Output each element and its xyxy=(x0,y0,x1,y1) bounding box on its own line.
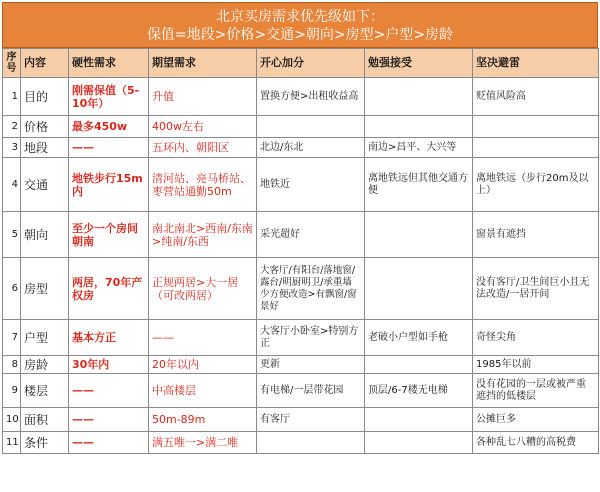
row-content: 楼层 xyxy=(21,374,69,408)
row-bonus: 置换方便>出租收益高 xyxy=(257,78,365,116)
table-row xyxy=(3,432,599,454)
row-no: 11 xyxy=(3,432,21,454)
row-content: 房龄 xyxy=(21,356,69,374)
row-avoid: 离地铁远（步行20m及以上） xyxy=(473,158,599,212)
row-bonus: 更新 xyxy=(257,356,365,374)
row-content: 交通 xyxy=(21,158,69,212)
table-row xyxy=(3,356,599,374)
header-avoid: 坚决避雷 xyxy=(473,49,599,78)
row-accept: 老破小户型如手枪 xyxy=(365,320,473,356)
row-accept xyxy=(365,408,473,432)
row-no: 2 xyxy=(3,116,21,138)
row-content: 地段 xyxy=(21,138,69,158)
table-row xyxy=(3,212,599,258)
row-expect: 升值 xyxy=(149,78,257,116)
table-row xyxy=(3,138,599,158)
sheet-title xyxy=(2,2,598,48)
row-no: 3 xyxy=(3,138,21,158)
row-hard: 基本方正 xyxy=(69,320,149,356)
row-hard: —— xyxy=(69,408,149,432)
table-row xyxy=(3,374,599,408)
row-hard: 两居，70年产权房 xyxy=(69,258,149,320)
row-hard: 至少一个房间朝南 xyxy=(69,212,149,258)
header-expect: 期望需求 xyxy=(149,49,257,78)
header-content: 内容 xyxy=(21,49,69,78)
row-accept xyxy=(365,116,473,138)
table-row xyxy=(3,258,599,320)
row-avoid: 奇怪尖角 xyxy=(473,320,599,356)
row-no: 9 xyxy=(3,374,21,408)
row-hard: —— xyxy=(69,374,149,408)
row-bonus xyxy=(257,116,365,138)
row-content: 户型 xyxy=(21,320,69,356)
header-hard: 硬性需求 xyxy=(69,49,149,78)
header-accept: 勉强接受 xyxy=(365,49,473,78)
requirements-sheet xyxy=(2,2,598,454)
table-row xyxy=(3,158,599,212)
header-no: 序号 xyxy=(3,49,21,78)
row-content: 条件 xyxy=(21,432,69,454)
title-line-1: 北京买房需求优先级如下： xyxy=(216,9,384,25)
row-no: 4 xyxy=(3,158,21,212)
row-expect: 中高楼层 xyxy=(149,374,257,408)
row-content: 朝向 xyxy=(21,212,69,258)
row-bonus: 采光超好 xyxy=(257,212,365,258)
row-bonus: 北边/东北 xyxy=(257,138,365,158)
row-hard: 最多450w xyxy=(69,116,149,138)
row-no: 10 xyxy=(3,408,21,432)
row-accept xyxy=(365,78,473,116)
row-accept xyxy=(365,432,473,454)
row-no: 7 xyxy=(3,320,21,356)
row-expect: 南北南北>西南/东南>纯南/东西 xyxy=(149,212,257,258)
row-expect: 50m-89m xyxy=(149,408,257,432)
row-avoid xyxy=(473,138,599,158)
row-avoid xyxy=(473,116,599,138)
row-accept: 离地铁远但其他交通方便 xyxy=(365,158,473,212)
row-bonus: 有电梯/一层带花园 xyxy=(257,374,365,408)
row-expect: 满五唯一>满二唯 xyxy=(149,432,257,454)
row-hard: 30年内 xyxy=(69,356,149,374)
row-expect: 400w左右 xyxy=(149,116,257,138)
row-content: 房型 xyxy=(21,258,69,320)
row-expect: 五环内、朝阳区 xyxy=(149,138,257,158)
table-row xyxy=(3,320,599,356)
row-bonus: 大客厅/有阳台/落地窗/露台/明厨明卫/承重墙少方便改造>有飘窗/窗景好 xyxy=(257,258,365,320)
row-accept xyxy=(365,356,473,374)
row-no: 8 xyxy=(3,356,21,374)
header-bonus: 开心加分 xyxy=(257,49,365,78)
header-row xyxy=(3,49,599,78)
row-avoid: 1985年以前 xyxy=(473,356,599,374)
row-avoid: 没有客厅/卫生间巨小且无法改造/一居开间 xyxy=(473,258,599,320)
row-hard: —— xyxy=(69,138,149,158)
row-bonus xyxy=(257,432,365,454)
row-accept xyxy=(365,258,473,320)
row-bonus: 大客厅小卧室>特别方正 xyxy=(257,320,365,356)
row-expect: 正规两居>大一居（可改两居） xyxy=(149,258,257,320)
row-content: 价格 xyxy=(21,116,69,138)
table-row xyxy=(3,78,599,116)
row-avoid: 各种乱七八糟的高税费 xyxy=(473,432,599,454)
row-expect: 20年以内 xyxy=(149,356,257,374)
table-row xyxy=(3,116,599,138)
row-accept xyxy=(365,212,473,258)
row-hard: 地铁步行15m内 xyxy=(69,158,149,212)
row-expect: —— xyxy=(149,320,257,356)
row-bonus: 有客厅 xyxy=(257,408,365,432)
row-avoid: 公摊巨多 xyxy=(473,408,599,432)
requirements-table xyxy=(2,48,599,454)
row-hard: —— xyxy=(69,432,149,454)
row-no: 6 xyxy=(3,258,21,320)
row-avoid: 窗景有遮挡 xyxy=(473,212,599,258)
title-line-2: 保值=地段>价格>交通>朝向>房型>户型>房龄 xyxy=(146,27,454,43)
row-accept: 顶层/6-7楼无电梯 xyxy=(365,374,473,408)
row-hard: 刚需保值（5-10年） xyxy=(69,78,149,116)
row-content: 面积 xyxy=(21,408,69,432)
row-content: 目的 xyxy=(21,78,69,116)
row-bonus: 地铁近 xyxy=(257,158,365,212)
row-avoid: 没有花园的一层或被严重遮挡的低楼层 xyxy=(473,374,599,408)
row-no: 1 xyxy=(3,78,21,116)
row-accept: 南边>昌平、大兴等 xyxy=(365,138,473,158)
table-row xyxy=(3,408,599,432)
row-expect: 清河站、亮马桥站、枣营站通勤50m xyxy=(149,158,257,212)
row-no: 5 xyxy=(3,212,21,258)
row-avoid: 贬值风险高 xyxy=(473,78,599,116)
